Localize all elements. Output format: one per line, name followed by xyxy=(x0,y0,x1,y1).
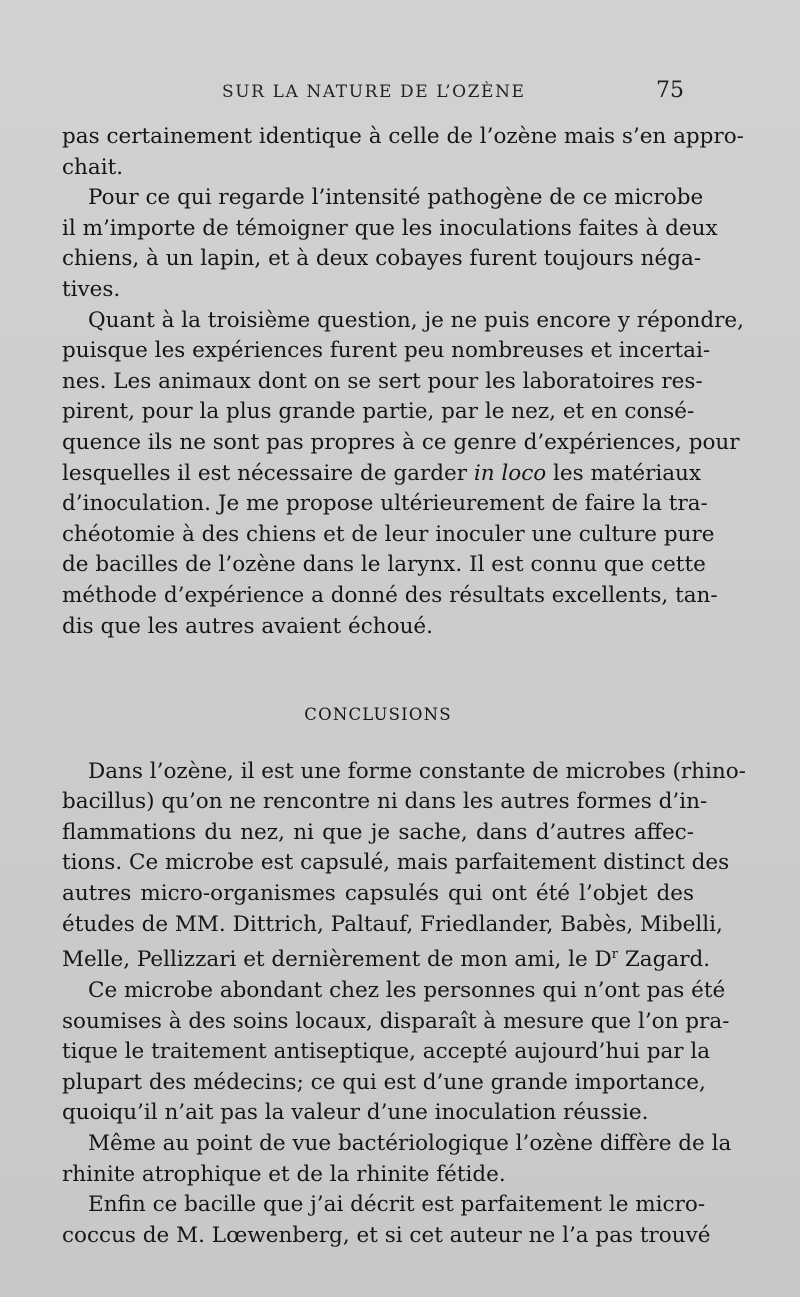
text-run: Melle, Pellizzari et dernièrement de mon ami, le D xyxy=(62,947,612,973)
text-line: Enfin ce bacille que j’ai décrit est parfaitement le micro- xyxy=(88,1192,706,1218)
text-line: tives. xyxy=(62,276,121,302)
text-line: bacillus) qu’on ne rencontre ni dans les autres formes d’in- xyxy=(62,789,708,815)
text-line: soumises à des soins locaux, disparaît à mesure que l’on pra- xyxy=(62,1008,730,1034)
italic-latin-phrase: in loco xyxy=(473,460,547,486)
running-head xyxy=(62,78,684,108)
paragraph xyxy=(62,122,744,183)
text-run: lesquelles il est nécessaire de garder xyxy=(62,460,474,486)
text-run: les matériaux xyxy=(546,460,702,486)
text-line: chéotomie à des chiens et de leur inoculer une culture pure xyxy=(62,521,715,547)
text-line: coccus de M. Lœwenberg, et si cet auteur ne l’a pas trouvé xyxy=(62,1222,711,1248)
text-line: nes. Les animaux dont on se sert pour les laboratoires res- xyxy=(62,368,703,394)
text-line: méthode d’expérience a donné des résultats excellents, tan- xyxy=(62,582,718,608)
text-line: pas certainement identique à celle de l’ozène mais s’en appro- xyxy=(62,124,744,149)
text-line: flammations du nez, ni que je sache, dans d’autres affec- xyxy=(62,819,694,845)
running-title: SUR LA NATURE DE L’OZÈNE xyxy=(222,82,526,102)
text-line: tions. Ce microbe est capsulé, mais parfaitement distinct des xyxy=(62,850,730,876)
text-line: quoiqu’il n’ait pas la valeur d’une inoculation réussie. xyxy=(62,1100,649,1126)
text-line: plupart des médecins; ce qui est d’une grande importance, xyxy=(62,1069,706,1095)
text-line: autres micro-organismes capsulés qui ont été l’objet des xyxy=(62,881,694,907)
text-line: chait. xyxy=(62,154,124,180)
paragraph xyxy=(62,306,744,643)
section-heading-conclusions: CONCLUSIONS xyxy=(304,705,452,725)
paragraph xyxy=(62,976,730,1129)
text-line: Quant à la troisième question, je ne puis encore y répondre, xyxy=(88,307,744,333)
text-line: Ce microbe abondant chez les personnes qui n’ont pas été xyxy=(88,978,726,1003)
text-line: Même au point de vue bactériologique l’ozène diffère de la xyxy=(88,1130,732,1156)
superscript: r xyxy=(611,947,619,963)
page-number: 75 xyxy=(656,78,684,103)
text-line: tique le traitement antiseptique, accepté aujourd’hui par la xyxy=(62,1039,711,1065)
text-run: Zagard. xyxy=(618,947,711,973)
text-line-with-italic xyxy=(62,459,702,490)
text-line: Dans l’ozène, il est une forme constante de microbes (rhino- xyxy=(88,758,746,784)
text-line: dis que les autres avaient échoué. xyxy=(62,613,433,639)
text-line: puisque les expériences furent peu nombreuses et incertai- xyxy=(62,338,711,364)
paragraph xyxy=(62,757,746,976)
text-line: il m’importe de témoigner que les inoculations faites à deux xyxy=(62,215,718,241)
paragraph xyxy=(62,1190,711,1251)
paragraph xyxy=(62,183,718,305)
text-line: de bacilles de l’ozène dans le larynx. Il est connu que cette xyxy=(62,552,706,578)
text-line: Pour ce qui regarde l’intensité pathogène de ce microbe xyxy=(88,185,704,211)
text-line: études de MM. Dittrich, Paltauf, Friedlander, Babès, Mibelli, xyxy=(62,911,723,937)
paragraph xyxy=(62,1129,732,1190)
text-line: d’inoculation. Je me propose ultérieurement de faire la tra- xyxy=(62,491,708,517)
body-text xyxy=(62,122,746,1251)
text-line: chiens, à un lapin, et à deux cobayes furent toujours néga- xyxy=(62,246,702,272)
text-line: pirent, pour la plus grande partie, par le nez, et en consé- xyxy=(62,399,695,425)
text-line: rhinite atrophique et de la rhinite fétide. xyxy=(62,1161,506,1187)
text-line-with-superscript xyxy=(62,940,711,976)
text-line: quence ils ne sont pas propres à ce genre d’expériences, pour xyxy=(62,429,740,455)
